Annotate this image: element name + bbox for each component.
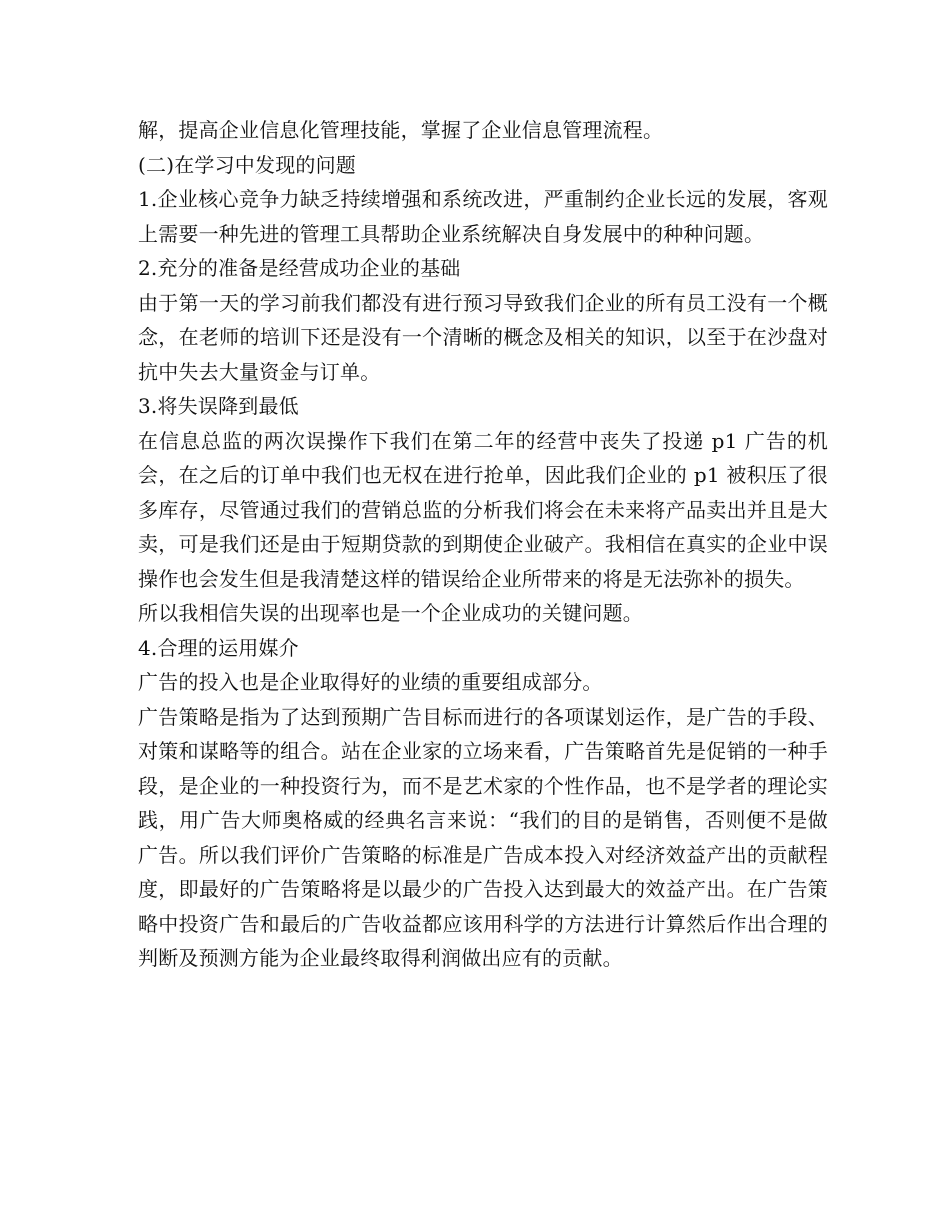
paragraph-item-2: 由于第一天的学习前我们都没有进行预习导致我们企业的所有员工没有一个概念，在老师的培训下还是没有一个清晰的概念及相关的知识，以至于在沙盘对抗中失去大量资金与订单。 [138,290,828,384]
paragraph-item-4-intro: 广告的投入也是企业取得好的业绩的重要组成部分。 [138,670,603,694]
item-heading-2: 2.充分的准备是经营成功企业的基础 [138,256,461,280]
paragraph-1: 解，提高企业信息化管理技能，掌握了企业信息管理流程。 [138,118,664,142]
item-heading-3: 3.将失误降到最低 [138,394,299,418]
paragraph-item-3-conclusion: 所以我相信失误的出现率也是一个企业成功的关键问题。 [138,601,643,625]
paragraph-item-4-body: 广告策略是指为了达到预期广告目标而进行的各项谋划运作，是广告的手段、对策和谋略等的组合。站在企业家的立场来看，广告策略首先是促销的一种手段，是企业的一种投资行为，而不是艺术家的个性作品，也不是学者的理论实践，用广告大师奥格威的经典名言来说：“我们的目的是销售，否则便不是做广告。所以我们评价广告策略的标准是广告成本投入对经济效益产出的贡献程度，即最好的广告策略将是以最少的广告投入达到最大的效益产出。在广告策略中投资广告和最后的广告收益都应该用科学的方法进行计算然后作出合理的判断及预测方能为企业最终取得利润做出应有的贡献。 [138,704,828,970]
section-heading-problems: (二)在学习中发现的问题 [138,152,357,177]
paragraph-item-3: 在信息总监的两次误操作下我们在第二年的经营中丧失了投递 p1 广告的机会，在之后的订单中我们也无权在进行抢单，因此我们企业的 p1 被积压了很多库存，尽管通过我们的营销总监的分析我们将会在未来将产品卖出并且是大卖，可是我们还是由于短期贷款的到期使企业破产。我相信在真实的企业中误操作也会发生但是我清楚这样的错误给企业所带来的将是无法弥补的损失。 [138,428,828,591]
paragraph-item-1: 1.企业核心竞争力缺乏持续增强和系统改进，严重制约企业长远的发展，客观上需要一种先进的管理工具帮助企业系统解决自身发展中的种种问题。 [138,187,828,246]
document-body [138,113,828,976]
item-heading-4: 4.合理的运用媒介 [138,635,299,660]
